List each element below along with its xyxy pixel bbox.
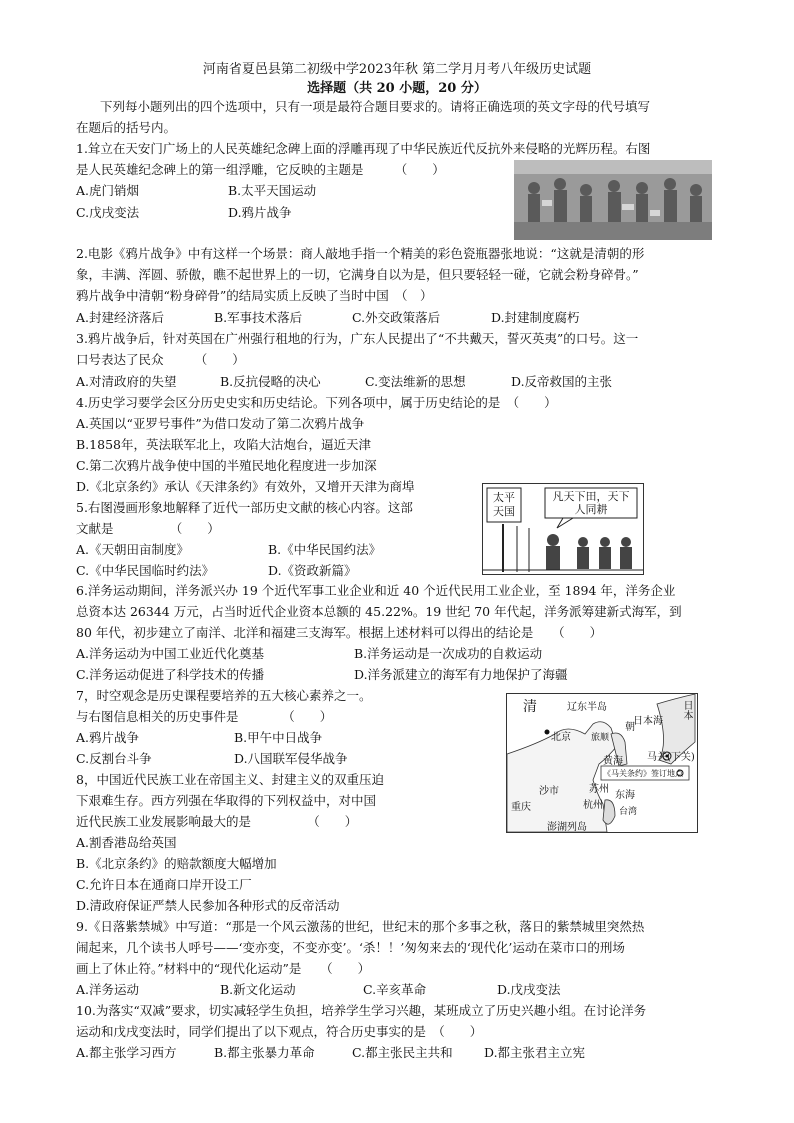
map-label-penghu: 澎湖列岛 bbox=[547, 822, 587, 833]
q6-option-c: C.洋务运动促进了科学技术的传播 bbox=[76, 667, 265, 682]
map-label-shashi: 沙市 bbox=[539, 786, 559, 797]
q5-option-b: B.《中华民国约法》 bbox=[268, 542, 382, 557]
q8-option-b: B.《北京条约》的赔款额度大幅增加 bbox=[76, 856, 277, 871]
q5-option-a: A.《天朝田亩制度》 bbox=[76, 542, 190, 557]
cartoon-speech-text: 凡天下田，天下人同耕 bbox=[552, 490, 630, 516]
map-label-qing: 清 bbox=[523, 699, 537, 715]
q4-stem: 4.历史学习要学会区分历史史实和历史结论。下列各项中，属于历史结论的是 （ ） bbox=[76, 395, 557, 410]
q3-option-c: C.变法维新的思想 bbox=[365, 374, 466, 389]
map-label-liaodong: 辽东半岛 bbox=[567, 702, 607, 713]
q9-option-a: A.洋务运动 bbox=[76, 982, 140, 997]
q6-stem-1: 6.洋务运动期间，洋务派兴办 19 个近代军事工业企业和近 40 个近代民用工业企业，至 1894 年，洋务企业 bbox=[76, 583, 676, 598]
q1-stem-1: 1.耸立在天安门广场上的人民英雄纪念碑上面的浮雕再现了中华民族近代反抗外来侵略的光辉历程。右图 bbox=[76, 141, 651, 156]
map-label-east-sea: 东海 bbox=[615, 790, 635, 801]
q3-option-a: A.对清政府的失望 bbox=[76, 374, 177, 389]
map-legend-text: 《马关条约》签订地点 bbox=[603, 769, 683, 778]
q7-option-a: A.鸦片战争 bbox=[76, 730, 140, 745]
q10-option-a: A.都主张学习西方 bbox=[76, 1045, 177, 1060]
map-label-taiwan: 台湾 bbox=[619, 807, 638, 817]
q9-stem-1: 9.《日落紫禁城》中写道：“那是一个风云激荡的世纪，世纪末的那个多事之秋，落日的紫禁城里突然热 bbox=[76, 919, 645, 934]
q2-option-d: D.封建制度腐朽 bbox=[491, 310, 580, 325]
map-label-beijing: 北京 bbox=[551, 732, 571, 743]
q9-stem-2: 闹起来，几个读书人呼号——‘变亦变，不变亦变’。‘杀！！’匆匆来去的‘现代化’运动在菜市口的刑场 bbox=[76, 940, 625, 955]
map-label-lushun: 旅顺 bbox=[591, 733, 610, 743]
instructions-line-1: 下列每小题列出的四个选项中，只有一项是最符合题目要求的。请将正确选项的英文字母的代号填写 bbox=[100, 99, 651, 114]
q1-option-d: D.鸦片战争 bbox=[228, 205, 292, 220]
map-label-japan: 日本 bbox=[681, 700, 692, 720]
q9-stem-3: 画上了休止符。”材料中的“现代化运动”是 （ ） bbox=[76, 961, 371, 976]
q8-stem-1: 8，中国近代民族工业在帝国主义、封建主义的双重压迫 bbox=[76, 772, 384, 787]
q8-option-a: A.割香港岛给英国 bbox=[76, 835, 177, 850]
q10-option-d: D.都主张君主立宪 bbox=[484, 1045, 586, 1060]
q7-option-c: C.反割台斗争 bbox=[76, 751, 152, 766]
section-heading: 选择题（共 20 小题，20 分） bbox=[307, 81, 487, 96]
q9-option-d: D.戊戌变法 bbox=[497, 982, 561, 997]
q2-stem-3: 鸦片战争中清朝“粉身碎骨”的结局实质上反映了当时中国 （ ） bbox=[76, 288, 433, 303]
q3-option-d: D.反帝救国的主张 bbox=[511, 374, 613, 389]
q10-stem-1: 10.为落实“双减”要求，切实减轻学生负担，培养学生学习兴趣，某班成立了历史兴趣小组。在讨论洋务 bbox=[76, 1003, 647, 1018]
q10-stem-2: 运动和戊戌变法时，同学们提出了以下观点，符合历史事实的是 （ ） bbox=[76, 1024, 483, 1039]
q1-stem-2: 是人民英雄纪念碑上的第一组浮雕，它反映的主题是 （ ） bbox=[76, 162, 445, 177]
shimonoseki-map bbox=[506, 693, 698, 833]
q8-option-c: C.允许日本在通商口岸开设工厂 bbox=[76, 877, 252, 892]
taiping-cartoon bbox=[482, 483, 644, 575]
q9-option-b: B.新文化运动 bbox=[220, 982, 296, 997]
q8-option-d: D.清政府保证严禁人民参加各种形式的反帝活动 bbox=[76, 898, 340, 913]
q7-option-d: D.八国联军侵华战争 bbox=[234, 751, 348, 766]
q7-option-b: B.甲午中日战争 bbox=[234, 730, 323, 745]
q6-option-a: A.洋务运动为中国工业近代化奠基 bbox=[76, 646, 265, 661]
q6-option-b: B.洋务运动是一次成功的自救运动 bbox=[354, 646, 543, 661]
q5-stem-1: 5.右图漫画形象地解释了近代一部历史文献的核心内容。这部 bbox=[76, 500, 413, 515]
q2-option-b: B.军事技术落后 bbox=[214, 310, 303, 325]
q4-option-d: D.《北京条约》承认《天津条约》有效外，又增开天津为商埠 bbox=[76, 479, 415, 494]
q5-option-d: D.《资政新篇》 bbox=[268, 563, 357, 578]
q3-stem-2: 口号表达了民众 （ ） bbox=[76, 352, 245, 367]
map-label-chongqing: 重庆 bbox=[511, 802, 531, 813]
q7-stem-2: 与右图信息相关的历史事件是 （ ） bbox=[76, 709, 333, 724]
q6-stem-3: 80 年代，初步建立了南洋、北洋和福建三支海军。根据上述材料可以得出的结论是 （ ） bbox=[76, 625, 603, 640]
q2-stem-2: 象，丰满、浑圆、骄傲，瞧不起世界上的一切，它满身自以为是，但只要轻轻一碰，它就会粉身碎骨。” bbox=[76, 267, 639, 282]
map-label-japan-sea: 日本海 bbox=[633, 716, 663, 727]
map-label-suzhou: 苏州 bbox=[589, 784, 609, 795]
q4-option-b: B.1858年，英法联军北上，攻陷大沽炮台，逼近天津 bbox=[76, 437, 371, 452]
q10-option-b: B.都主张暴力革命 bbox=[214, 1045, 315, 1060]
instructions-line-2: 在题后的括号内。 bbox=[76, 120, 177, 135]
map-label-korea: 朝 bbox=[625, 722, 635, 733]
q6-stem-2: 总资本达 26344 万元，占当时近代企业资本总额的 45.22%。19 世纪 70 年代起，洋务派筹建新式海军，到 bbox=[76, 604, 682, 619]
q2-option-a: A.封建经济落后 bbox=[76, 310, 165, 325]
q10-option-c: C.都主张民主共和 bbox=[352, 1045, 453, 1060]
q8-stem-3: 近代民族工业发展影响最大的是 （ ） bbox=[76, 814, 358, 829]
q8-stem-2: 下艰难生存。西方列强在华取得的下列权益中，对中国 bbox=[76, 793, 377, 808]
q1-option-a: A.虎门销烟 bbox=[76, 183, 140, 198]
q9-option-c: C.辛亥革命 bbox=[363, 982, 427, 997]
q2-option-c: C.外交政策落后 bbox=[352, 310, 441, 325]
exam-title: 河南省夏邑县第二初级中学2023年秋 第二学月月考八年级历史试题 bbox=[202, 62, 592, 77]
map-label-shimonoseki: 马关(下关) bbox=[647, 752, 695, 763]
q3-stem-1: 3.鸦片战争后，针对英国在广州强行租地的行为，广东人民提出了“不共戴天，誓灭英夷”的口号。这一 bbox=[76, 331, 639, 346]
map-label-hangzhou: 杭州 bbox=[583, 800, 603, 811]
relief-sculpture-image bbox=[514, 160, 712, 240]
q7-stem-1: 7，时空观念是历史课程要培养的五大核心素养之一。 bbox=[76, 688, 372, 703]
map-label-yellow-sea: 黄海 bbox=[603, 756, 623, 767]
q6-option-d: D.洋务派建立的海军有力地保护了海疆 bbox=[354, 667, 568, 682]
q4-option-a: A.英国以“亚罗号事件”为借口发动了第二次鸦片战争 bbox=[76, 416, 365, 431]
q5-stem-2: 文献是 （ ） bbox=[76, 521, 220, 536]
q2-stem-1: 2.电影《鸦片战争》中有这样一个场景：商人敲地手指一个精美的彩色瓷瓶器张地说：“这就是清朝的形 bbox=[76, 246, 645, 261]
q4-option-c: C.第二次鸦片战争使中国的半殖民地化程度进一步加深 bbox=[76, 458, 377, 473]
cartoon-flag-text: 太平天国 bbox=[493, 491, 515, 518]
q3-option-b: B.反抗侵略的决心 bbox=[220, 374, 321, 389]
q1-option-b: B.太平天国运动 bbox=[228, 183, 317, 198]
q5-option-c: C.《中华民国临时约法》 bbox=[76, 563, 215, 578]
q1-option-c: C.戊戌变法 bbox=[76, 205, 140, 220]
